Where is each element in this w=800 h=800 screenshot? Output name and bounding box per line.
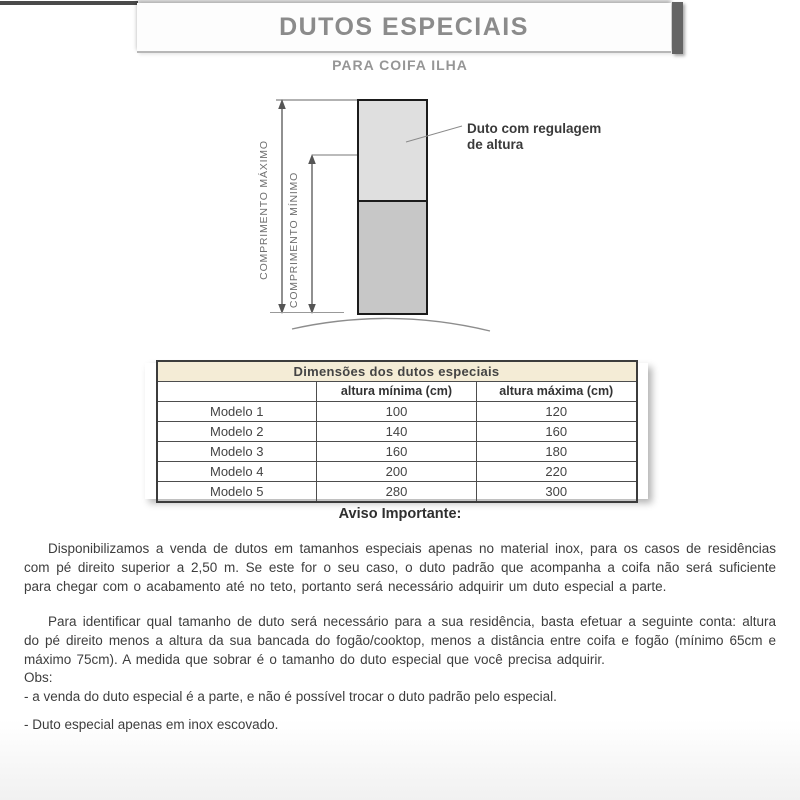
obs-item-1: - a venda do duto especial é a parte, e não é possível trocar o duto padrão pelo especial. bbox=[24, 689, 557, 704]
dimension-min-label: COMPRIMENTO MÍNIMO bbox=[288, 171, 300, 309]
notice-paragraph-2: Para identificar qual tamanho de duto será necessário para a sua residência, basta efetuar a seguinte conta: altura do pé direito menos a altura da sua bancada do fogão/cooktop, menos a distância entre coifa e fogão (mínimo 65cm e máximo 75cm). A medida que sobrar é o tamanho do duto especial que você precisa adquirir. bbox=[24, 613, 776, 667]
table-row bbox=[157, 481, 637, 502]
obs-label: Obs: bbox=[24, 670, 53, 685]
col-header-model bbox=[157, 381, 317, 401]
model-cell: Modelo 1 bbox=[157, 401, 317, 421]
callout-label-line2: de altura bbox=[467, 137, 524, 152]
col-header-min-height: altura mínima (cm) bbox=[317, 381, 477, 401]
title-banner bbox=[137, 3, 671, 53]
table-row bbox=[157, 461, 637, 481]
min-height-cell: 280 bbox=[317, 481, 477, 502]
page-subtitle: PARA COIFA ILHA bbox=[332, 57, 468, 73]
callout-label-line1: Duto com regulagem bbox=[467, 121, 602, 136]
min-height-cell: 140 bbox=[317, 421, 477, 441]
notice-paragraph-1: Disponibilizamos a venda de dutos em tamanhos especiais apenas no material inox, para os casos de residências com pé direito superior a 2,50 m. Se este for o seu caso, o duto padrão que acompanha a coifa não será suficiente para chegar com o acabamento até no teto, portanto será necessário adquirir um duto especial a parte. bbox=[24, 540, 776, 594]
max-height-cell: 220 bbox=[477, 461, 637, 481]
table-title-row bbox=[157, 361, 637, 382]
min-height-cell: 200 bbox=[317, 461, 477, 481]
dimension-max-label: COMPRIMENTO MÁXIMO bbox=[258, 140, 270, 280]
model-cell: Modelo 4 bbox=[157, 461, 317, 481]
notice-heading: Aviso Importante: bbox=[338, 506, 462, 522]
max-height-cell: 180 bbox=[477, 441, 637, 461]
top-edge-strip bbox=[0, 1, 138, 5]
duct-lower-section bbox=[358, 201, 427, 314]
duct-upper-section bbox=[358, 100, 427, 201]
dimensions-table bbox=[156, 360, 638, 503]
model-cell: Modelo 5 bbox=[157, 481, 317, 502]
dimension-arrow-max bbox=[278, 99, 286, 314]
table-row bbox=[157, 401, 637, 421]
min-height-cell: 100 bbox=[317, 401, 477, 421]
table-header-row bbox=[157, 381, 637, 401]
max-height-cell: 120 bbox=[477, 401, 637, 421]
obs-item-2: - Duto especial apenas em inox escovado. bbox=[24, 717, 279, 732]
table-row bbox=[157, 421, 637, 441]
table-title: Dimensões dos dutos especiais bbox=[157, 361, 637, 382]
dimension-arrow-min bbox=[308, 154, 316, 314]
max-height-cell: 300 bbox=[477, 481, 637, 502]
model-cell: Modelo 3 bbox=[157, 441, 317, 461]
max-height-cell: 160 bbox=[477, 421, 637, 441]
hood-canopy-arc bbox=[292, 318, 490, 331]
col-header-max-height: altura máxima (cm) bbox=[477, 381, 637, 401]
min-height-cell: 160 bbox=[317, 441, 477, 461]
page-title: DUTOS ESPECIAIS bbox=[279, 12, 529, 41]
table-row bbox=[157, 441, 637, 461]
dimensions-table-card bbox=[145, 363, 648, 499]
model-cell: Modelo 2 bbox=[157, 421, 317, 441]
banner-right-tab bbox=[672, 2, 683, 54]
duct-diagram bbox=[240, 85, 640, 350]
